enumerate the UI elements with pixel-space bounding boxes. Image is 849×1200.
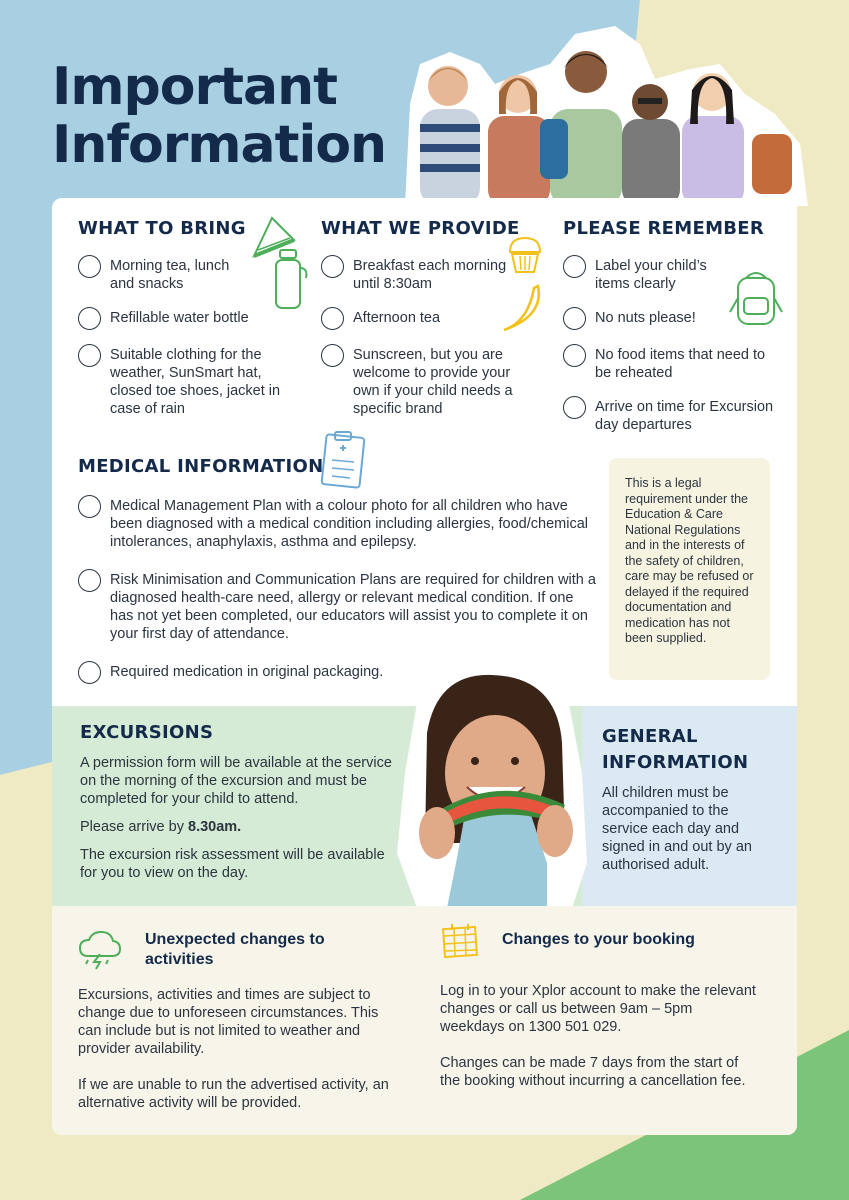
checkbox-circle[interactable] — [78, 344, 101, 367]
excursions-heading: EXCURSIONS — [80, 722, 214, 743]
muffin-icon — [504, 234, 546, 276]
booking-contact-paragraph: Log in to your Xplor account to make the relevant changes or call us between 9am – 5pm weekdays on 1300 501 029. — [440, 983, 756, 1035]
checklist-item: Medical Management Plan with a colour photo for all children who have been diagnosed with a medical condition including allergies, food/chemical intolerances, anaphylaxis, asthma and epilepsy. — [78, 497, 598, 551]
cancellation-paragraph: Changes can be made 7 days from the start of the booking without incurring a cancellation fee. — [440, 1055, 746, 1089]
arrival-time-paragraph: Please arrive by 8.30am. — [80, 819, 242, 835]
checklist-item: Arrive on time for Excursion day departures — [563, 398, 793, 434]
risk-assessment-paragraph: The excursion risk assessment will be available for you to view on the day. — [80, 847, 385, 881]
checkbox-circle[interactable] — [321, 307, 344, 330]
checkbox-circle[interactable] — [563, 396, 586, 419]
what-to-bring-heading: WHAT TO BRING — [78, 218, 246, 239]
banana-icon — [498, 282, 546, 334]
general-information-section — [582, 706, 797, 906]
checkbox-circle[interactable] — [321, 344, 344, 367]
legal-requirement-note: This is a legal requirement under the Education & Care National Regulations and in the interests of the safety of children, care may be refused or delayed if the required documentation and medication has not been supplied. — [609, 458, 770, 680]
checkbox-circle[interactable] — [78, 255, 101, 278]
checklist-item: Risk Minimisation and Communication Plans are required for children with a diagnosed health-care need, allergy or relevant medical condition. If one has not yet been completed, our educators will assist you to complete it on your first day of attendance. — [78, 571, 598, 643]
checkbox-circle[interactable] — [321, 255, 344, 278]
calendar-icon — [440, 922, 480, 960]
changes-to-booking-heading: Changes to your booking — [502, 931, 695, 948]
excursions-paragraph: A permission form will be available at the service on the morning of the excursion and must be completed for your child to attend. — [80, 755, 392, 807]
checklist-item: Morning tea, lunch and snacks — [78, 257, 308, 293]
clipboard-icon — [320, 430, 368, 490]
changes-section — [52, 906, 797, 1135]
checkbox-circle[interactable] — [563, 255, 586, 278]
page-title: Important Information — [52, 57, 387, 175]
general-information-heading: GENERAL INFORMATION — [602, 726, 749, 773]
checklist-item: Refillable water bottle — [78, 309, 308, 330]
checkbox-circle[interactable] — [563, 344, 586, 367]
checkbox-circle[interactable] — [78, 307, 101, 330]
what-we-provide-heading: WHAT WE PROVIDE — [321, 218, 520, 239]
checkbox-circle[interactable] — [563, 307, 586, 330]
children-group-photo — [400, 24, 810, 206]
checklist-item: No nuts please! — [563, 309, 793, 330]
medical-heading: MEDICAL INFORMATION — [78, 456, 324, 477]
unexpected-changes-paragraph: Excursions, activities and times are subject to change due to unforeseen circumstances. This can include but is not limited to weather and provider availability. — [78, 987, 379, 1057]
checklist-item: Required medication in original packaging. — [78, 663, 598, 684]
storm-cloud-icon — [78, 930, 122, 970]
checklist-item: Breakfast each morning until 8:30am — [321, 257, 551, 293]
checkbox-circle[interactable] — [78, 569, 101, 592]
alternative-activity-paragraph: If we are unable to run the advertised activity, an alternative activity will be provided. — [78, 1077, 389, 1111]
backpack-icon — [728, 268, 784, 328]
checklist-item: Suitable clothing for the weather, SunSmart hat, closed toe shoes, jacket in case of rain — [78, 346, 308, 418]
info-card — [52, 198, 797, 1135]
general-information-text: All children must be accompanied to the service each day and signed in and out by an authorised adult. — [602, 785, 752, 873]
checklist-item: No food items that need to be reheated — [563, 346, 793, 382]
checkbox-circle[interactable] — [78, 661, 101, 684]
please-remember-heading: PLEASE REMEMBER — [563, 218, 765, 239]
water-bottle-icon — [270, 248, 310, 312]
checklist-item: Sunscreen, but you are welcome to provide your own if your child needs a specific brand — [321, 346, 551, 418]
girl-eating-watermelon-photo — [397, 663, 587, 913]
unexpected-changes-heading: Unexpected changes to activities — [145, 931, 325, 968]
checkbox-circle[interactable] — [78, 495, 101, 518]
checklist-item: Label your child’s items clearly — [563, 257, 793, 293]
please-remember-section — [563, 218, 793, 450]
checklist-item: Afternoon tea — [321, 309, 551, 330]
